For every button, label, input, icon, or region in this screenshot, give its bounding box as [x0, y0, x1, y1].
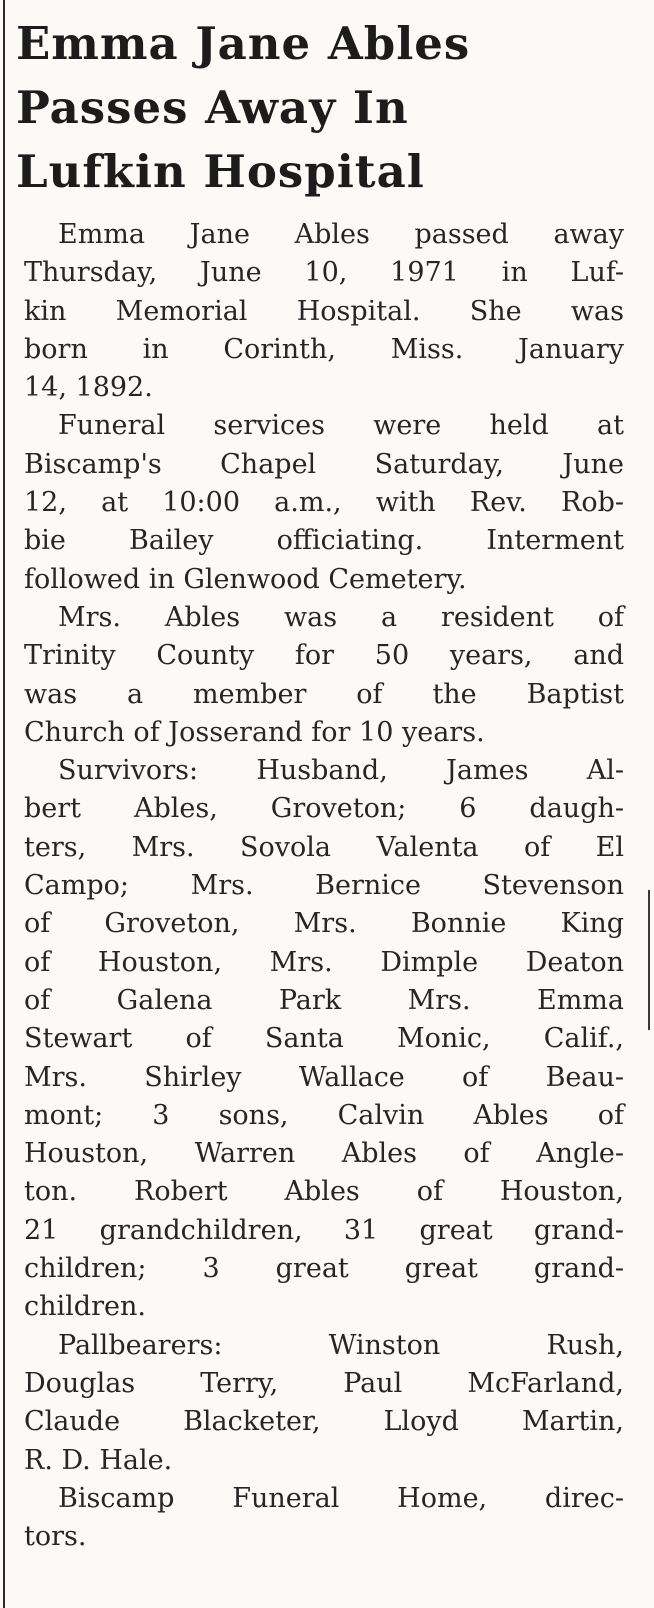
text-line: Survivors: Husband, James Al- — [58, 755, 624, 787]
text-line: of Groveton, Mrs. Bonnie King — [24, 908, 624, 940]
text-line: ton. Robert Ables of Houston, — [24, 1176, 624, 1208]
text-line: Church of Josserand for 10 years. — [24, 716, 485, 748]
paragraph-death-notice — [24, 216, 624, 407]
text-line: Douglas Terry, Paul McFarland, — [24, 1367, 624, 1399]
text-line: tors. — [24, 1521, 87, 1553]
column-rule-right — [648, 890, 650, 1030]
text-line: Stewart of Santa Monic, Calif., — [24, 1023, 624, 1055]
text-line: of Houston, Mrs. Dimple Deaton — [24, 946, 624, 978]
text-line: Emma Jane Ables passed away — [58, 219, 624, 250]
text-line: Mrs. Ables was a resident of — [58, 601, 624, 633]
paragraph-survivors — [24, 752, 624, 1326]
paragraph-funeral-services — [24, 407, 624, 598]
text-line: born in Corinth, Miss. January — [24, 333, 624, 365]
text-line: 14, 1892. — [24, 372, 153, 404]
text-line: Claude Blacketer, Lloyd Martin, — [24, 1406, 624, 1438]
text-line: was a member of the Baptist — [24, 678, 624, 710]
paragraph-directors — [24, 1480, 624, 1557]
text-line: kin Memorial Hospital. She was — [24, 295, 624, 327]
text-line: Biscamp Funeral Home, direc- — [58, 1482, 624, 1514]
headline-line: Lufkin Hospital — [16, 145, 425, 198]
text-line: Funeral services were held at — [58, 410, 624, 442]
text-line: bie Bailey officiating. Interment — [24, 525, 624, 557]
text-line: of Galena Park Mrs. Emma — [24, 984, 624, 1016]
text-line: Thursday, June 10, 1971 in Luf- — [24, 257, 624, 289]
text-line: ters, Mrs. Sovola Valenta of El — [24, 831, 624, 863]
text-line: Mrs. Shirley Wallace of Beau- — [24, 1061, 624, 1093]
text-line: mont; 3 sons, Calvin Ables of — [24, 1099, 624, 1131]
text-line: Houston, Warren Ables of Angle- — [24, 1138, 624, 1170]
text-line: Campo; Mrs. Bernice Stevenson — [24, 870, 624, 902]
text-line: R. D. Hale. — [24, 1444, 173, 1476]
text-line: Trinity County for 50 years, and — [24, 640, 624, 672]
paragraph-pallbearers — [24, 1327, 624, 1480]
obituary-headline — [16, 12, 636, 204]
text-line: bert Ables, Groveton; 6 daugh- — [24, 793, 624, 825]
column-rule-left — [3, 0, 5, 1608]
text-line: children. — [24, 1291, 146, 1323]
text-line: Pallbearers: Winston Rush, — [58, 1329, 624, 1361]
text-line: followed in Glenwood Cemetery. — [24, 563, 467, 595]
obituary-body — [24, 216, 624, 1556]
text-line: 12, at 10:00 a.m., with Rev. Rob- — [24, 487, 624, 519]
headline-line: Emma Jane Ables — [16, 17, 471, 70]
paragraph-residence — [24, 599, 624, 752]
text-line: children; 3 great great grand- — [24, 1253, 624, 1285]
text-line: Biscamp's Chapel Saturday, June — [24, 448, 624, 480]
headline-line: Passes Away In — [16, 81, 409, 134]
text-line: 21 grandchildren, 31 great grand- — [24, 1214, 624, 1246]
